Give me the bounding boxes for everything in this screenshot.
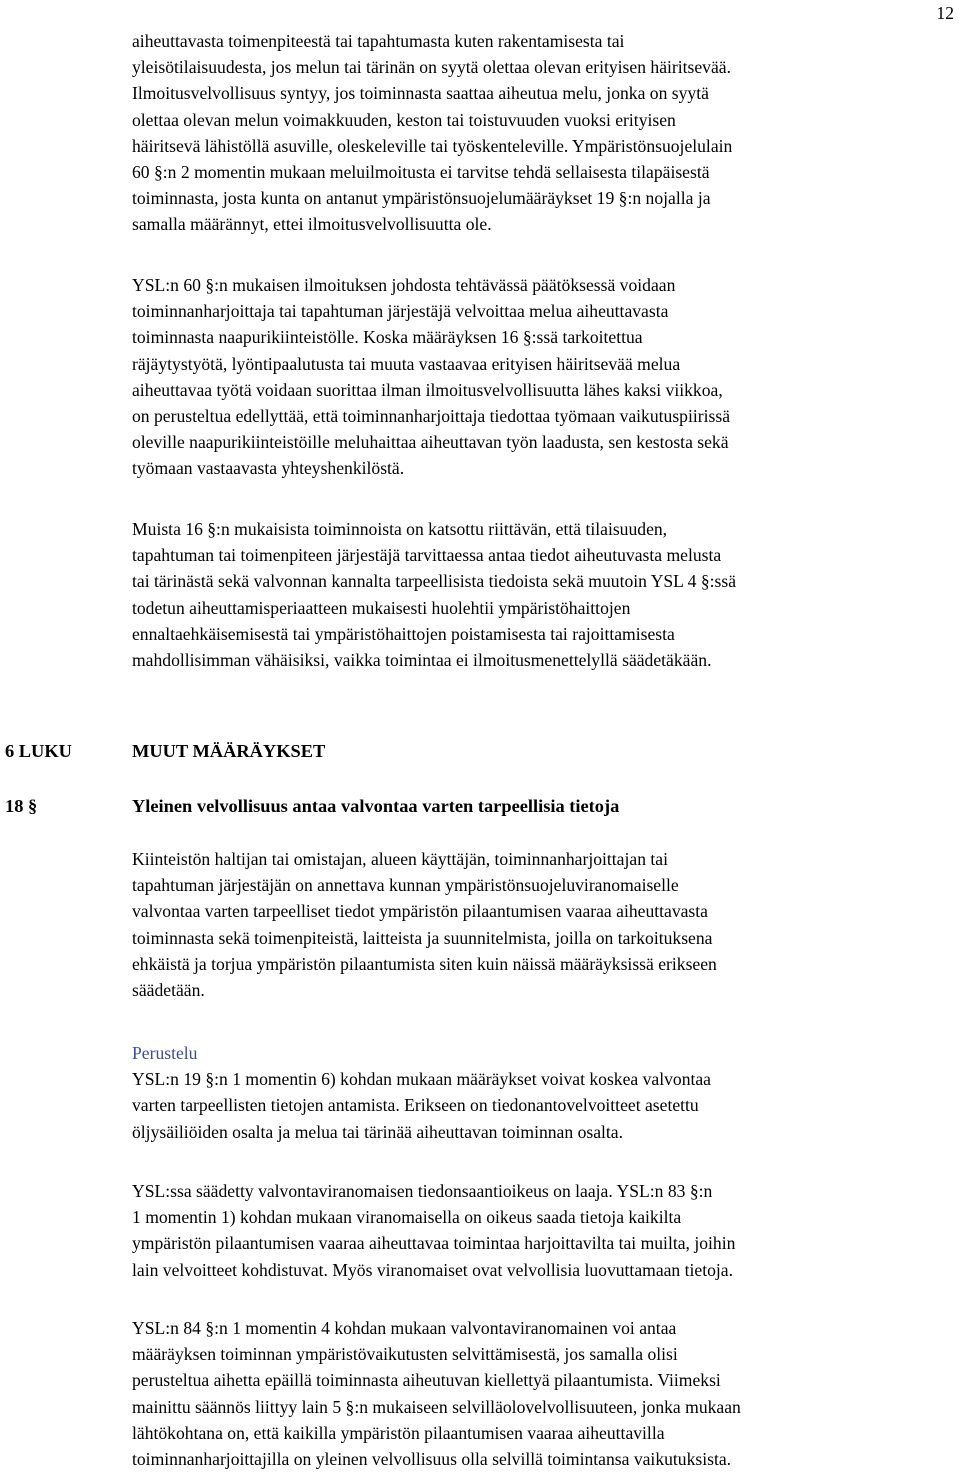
perustelu-label: Perustelu	[132, 1043, 198, 1063]
text-line: aiheuttavasta toimenpiteestä tai tapahtumasta kuten rakentamisesta tai	[132, 31, 625, 51]
text-line: valvontaa varten tarpeelliset tiedot ympäristön pilaantumisen vaaraa aiheuttavasta	[132, 901, 708, 922]
text-line: YSL:n 84 §:n 1 momentin 4 kohdan mukaan valvontaviranomainen voi antaa	[132, 1318, 677, 1338]
perustelu-block	[132, 1040, 954, 1145]
chapter-number: 6 LUKU	[5, 741, 72, 761]
section-paragraph	[132, 846, 954, 1003]
paragraph-1	[132, 28, 954, 238]
text-line: toiminnasta, josta kunta on antanut ympäristönsuojelumääräykset 19 §:n nojalla ja	[132, 188, 711, 209]
text-line: tapahtuman tai toimenpiteen järjestäjä tarvittaessa antaa tiedot aiheutuvasta melusta	[132, 545, 722, 566]
text-line: YSL:n 19 §:n 1 momentin 6) kohdan mukaan määräykset voivat koskea valvontaa	[132, 1069, 711, 1090]
paragraph-tiedonsaanti	[132, 1178, 954, 1283]
text-line: öljysäiliöiden osalta ja melua tai tärinää aiheuttavan toiminnan osalta.	[132, 1121, 624, 1142]
paragraph-selvilla	[132, 1315, 954, 1472]
text-line: oleville naapurikiinteistöille meluhaittaa aiheuttavan työn laadusta, sen kestosta sekä	[132, 432, 729, 453]
text-line: lähtökohtana on, että kaikilla ympäristön pilaantumisen vaaraa aiheuttavilla	[132, 1422, 665, 1443]
text-line: perusteltua aihetta epäillä toiminnasta aiheutuvan kiellettyä pilaantumista. Viimeksi	[132, 1370, 721, 1391]
text-line: toiminnanharjoittaja tai tapahtuman järjestäjä velvoittaa melua aiheuttavasta	[132, 301, 669, 322]
text-line: ehkäistä ja torjua ympäristön pilaantumista siten kuin näissä määräyksissä erikseen	[132, 953, 717, 974]
text-line: yleisötilaisuudesta, jos melun tai tärinän on syytä olettaa olevan erityisen häiritsevää.	[132, 57, 731, 78]
text-line: todetun aiheuttamisperiaatteen mukaisesti huolehtii ympäristöhaittojen	[132, 597, 631, 618]
text-line: räjäytystyötä, lyöntipaalutusta tai muuta vastaavaa erityisen häiritsevää melua	[132, 353, 681, 374]
text-line: 1 momentin 1) kohdan mukaan viranomaisella on oikeus saada tietoja kaikilta	[132, 1207, 682, 1228]
text-line: määräyksen toiminnan ympäristövaikutusten selvittämisestä, jos samalla olisi	[132, 1344, 678, 1365]
chapter-title: MUUT MÄÄRÄYKSET	[132, 741, 326, 761]
paragraph-2	[132, 272, 954, 482]
text-line: tai tärinästä sekä valvonnan kannalta tarpeellisista tiedoista sekä muutoin YSL 4 §:ssä	[132, 571, 737, 592]
section-number: 18 §	[5, 796, 38, 816]
text-line: on perusteltua edellyttää, että toiminnanharjoittaja tiedottaa työmaan vaikutuspiirissä	[132, 406, 731, 427]
text-line: ennaltaehkäisemisestä tai ympäristöhaittojen poistamisesta tai rajoittamisesta	[132, 623, 675, 644]
section-title: Yleinen velvollisuus antaa valvontaa varten tarpeellisia tietoja	[132, 796, 620, 816]
text-line: olettaa olevan melun voimakkuuden, keston tai toistuvuuden vuoksi erityisen	[132, 109, 676, 130]
text-line: mahdollisimman vähäisiksi, vaikka toimintaa ei ilmoitusmenettelyllä säädetäkään.	[132, 650, 712, 671]
text-line: varten tarpeellisten tietojen antamista. Erikseen on tiedonantovelvoitteet asetettu	[132, 1095, 699, 1116]
text-line: Ilmoitusvelvollisuus syntyy, jos toiminnasta saattaa aiheutua melu, jonka on syytä	[132, 83, 709, 104]
text-line: aiheuttavaa työtä voidaan suorittaa ilman ilmoitusvelvollisuutta lähes kaksi viikkoa,	[132, 379, 723, 400]
text-line: toiminnasta sekä toimenpiteistä, laitteista ja suunnitelmista, joilla on tarkoituksena	[132, 927, 713, 948]
text-line: YSL:n 60 §:n mukaisen ilmoituksen johdosta tehtävässä päätöksessä voidaan	[132, 275, 676, 295]
text-line: YSL:ssa säädetty valvontaviranomaisen tiedonsaantioikeus on laaja. YSL:n 83 §:n	[132, 1181, 713, 1201]
text-line: työmaan vastaavasta yhteyshenkilöstä.	[132, 458, 405, 479]
text-line: lain velvoitteet kohdistuvat. Myös viranomaiset ovat velvollisia luovuttamaan tietoja.	[132, 1259, 733, 1280]
text-line: 60 §:n 2 momentin mukaan meluilmoitusta ei tarvitse tehdä sellaisesta tilapäisestä	[132, 162, 710, 183]
paragraph-3	[132, 516, 954, 673]
text-line: häiritsevä lähistöllä asuville, oleskeleville tai työskenteleville. Ympäristönsuojelulain	[132, 135, 733, 156]
text-line: mainittu säännös liittyy lain 5 §:n mukaiseen selvilläolovelvollisuuteen, jonka mukaan	[132, 1396, 741, 1417]
text-line: säädetään.	[132, 980, 205, 1001]
page-number: 12	[936, 3, 954, 23]
text-line: Muista 16 §:n mukaisista toiminnoista on katsottu riittävän, että tilaisuuden,	[132, 519, 668, 539]
text-line: Kiinteistön haltijan tai omistajan, alueen käyttäjän, toiminnanharjoittajan tai	[132, 849, 668, 869]
text-line: toiminnanharjoittajilla on yleinen velvollisuus olla selvillä toimintansa vaikutuksista.	[132, 1449, 732, 1470]
text-line: samalla määrännyt, ettei ilmoitusvelvollisuutta ole.	[132, 214, 492, 235]
text-line: toiminnasta naapurikiinteistölle. Koska määräyksen 16 §:ssä tarkoitettua	[132, 327, 643, 348]
text-line: ympäristön pilaantumisen vaaraa aiheuttavaa toimintaa harjoittavilta tai muilta, joihin	[132, 1233, 736, 1254]
text-line: tapahtuman järjestäjän on annettava kunnan ympäristönsuojeluviranomaiselle	[132, 875, 679, 896]
